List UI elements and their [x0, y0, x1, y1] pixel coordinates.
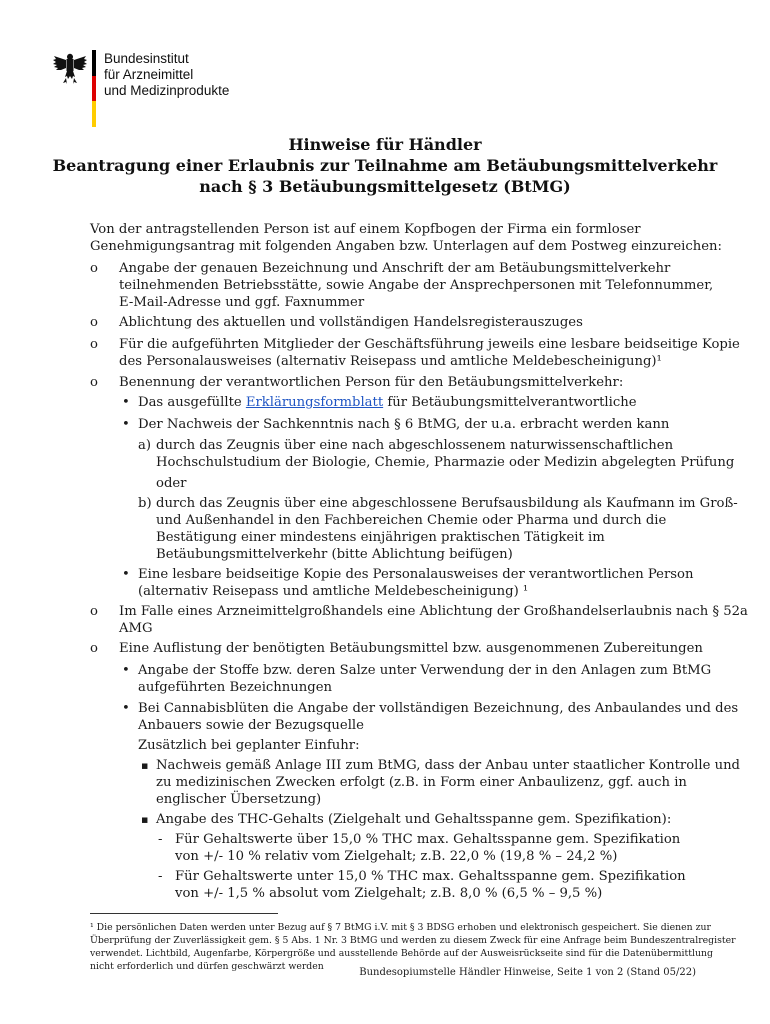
text-fragment: Das ausgefüllte	[138, 395, 246, 410]
list-item-text: Nachweis gemäß Anlage III zum BtMG, dass der Anbau unter staatlicher Kontrolle und	[156, 758, 741, 773]
list-item-text: AMG	[119, 621, 153, 636]
list-item-text: teilnehmenden Betriebsstätte, sowie Angabe der Ansprechpersonen mit Telefonnummer,	[119, 278, 714, 293]
flag-stripe-gold	[92, 101, 96, 127]
or-text: oder	[156, 476, 187, 491]
list-item-text: Eine lesbare beidseitige Kopie des Personalausweises der verantwortlichen Person	[138, 567, 694, 582]
intro-text: Genehmigungsantrag mit folgenden Angaben bzw. Unterlagen auf dem Postweg einzureichen:	[90, 239, 722, 254]
list-item-text	[138, 394, 637, 411]
list-item-text: Für Gehaltswerte unter 15,0 % THC max. Gehaltsspanne gem. Spezifikation	[175, 869, 686, 884]
list-item-text: Für die aufgeführten Mitglieder der Geschäftsführung jeweils eine lesbare beidseitige Kopie	[119, 337, 740, 352]
list-item-text: Eine Auflistung der benötigten Betäubungsmittel bzw. ausgenommenen Zubereitungen	[119, 641, 703, 656]
flag-bar	[92, 50, 96, 127]
flag-stripe-black	[92, 50, 96, 76]
list-item-text: Angabe des THC-Gehalts (Zielgehalt und Gehaltsspanne gem. Spezifikation):	[156, 812, 672, 827]
list-item-text: Angabe der Stoffe bzw. deren Salze unter Verwendung der in den Anlagen zum BtMG	[138, 663, 712, 678]
footnote-divider	[90, 913, 278, 914]
list-marker-circle: o	[90, 375, 98, 390]
list-marker-bullet: •	[122, 663, 130, 678]
federal-eagle-icon	[52, 50, 88, 86]
intro-text: Von der antragstellenden Person ist auf einem Kopfbogen der Firma ein formloser	[90, 222, 641, 237]
list-item-text: und Außenhandel in den Fachbereichen Chemie oder Pharma und durch die	[156, 513, 667, 528]
footnote-text: ¹ Die persönlichen Daten werden unter Bezug auf § 7 BtMG i.V. mit § 3 BDSG erhoben und elektronisch gespeichert. Sie dienen zur	[90, 922, 711, 933]
list-marker-circle: o	[90, 641, 98, 656]
list-marker-bullet: •	[122, 395, 130, 410]
footnote-text: nicht erforderlich und dürfen geschwärzt werden	[90, 961, 324, 972]
list-marker-circle: o	[90, 337, 98, 352]
list-item-text: (alternativ Reisepass und amtliche Meldebescheinigung) ¹	[138, 584, 529, 599]
document-subtitle: Beantragung einer Erlaubnis zur Teilnahme am Betäubungsmittelverkehr	[52, 156, 718, 175]
list-marker-circle: o	[90, 315, 98, 330]
document-title: Hinweise für Händler	[288, 135, 482, 154]
document-subtitle: nach § 3 Betäubungsmittelgesetz (BtMG)	[199, 177, 571, 196]
list-item-text: Anbauers sowie der Bezugsquelle	[138, 718, 364, 733]
list-marker-bullet: •	[122, 417, 130, 432]
list-marker-dash: -	[158, 832, 163, 847]
list-marker-square: ▪	[141, 759, 149, 772]
declaration-form-link[interactable]: Erklärungsformblatt	[245, 395, 384, 410]
list-item-text: Der Nachweis der Sachkenntnis nach § 6 BtMG, der u.a. erbracht werden kann	[138, 417, 670, 432]
list-item-text: Hochschulstudium der Biologie, Chemie, Pharmazie oder Medizin abgelegten Prüfung	[156, 455, 735, 470]
list-marker-bullet: •	[122, 701, 130, 716]
page-footer: Bundesopiumstelle Händler Hinweise, Seite 1 von 2 (Stand 05/22)	[359, 967, 696, 978]
list-marker-alpha: b)	[138, 496, 152, 511]
list-item-text: des Personalausweises (alternativ Reisepass und amtliche Meldebescheinigung)¹	[119, 354, 662, 369]
list-item-text: aufgeführten Bezeichnungen	[138, 680, 333, 695]
list-marker-square: ▪	[141, 813, 149, 826]
list-item-text: durch das Zeugnis über eine abgeschlossene Berufsausbildung als Kaufmann im Groß-	[156, 496, 738, 511]
list-item-text: englischer Übersetzung)	[156, 792, 322, 807]
list-item-text: Ablichtung des aktuellen und vollständigen Handelsregisterauszuges	[119, 315, 583, 330]
institute-name-line: und Medizinprodukte	[104, 83, 230, 98]
import-heading: Zusätzlich bei geplanter Einfuhr:	[138, 738, 360, 753]
list-marker-circle: o	[90, 261, 98, 276]
list-item-text: zu medizinischen Zwecken erfolgt (z.B. in Form einer Anbaulizenz, ggf. auch in	[156, 775, 687, 790]
list-item-text: Bestätigung einer mindestens einjährigen praktischen Tätigkeit im	[156, 530, 605, 545]
footnote-text: verwendet. Lichtbild, Augenfarbe, Körpergröße und ausstellende Behörde auf der Ausweisrückseite sind für die Datenübermittlung	[90, 948, 713, 959]
list-item-text: Angabe der genauen Bezeichnung und Anschrift der am Betäubungsmittelverkehr	[119, 261, 671, 276]
list-item-text: Für Gehaltswerte über 15,0 % THC max. Gehaltsspanne gem. Spezifikation	[175, 832, 681, 847]
list-item-text: Betäubungsmittelverkehr (bitte Ablichtung beifügen)	[156, 547, 513, 562]
text-fragment: für Betäubungsmittelverantwortliche	[383, 395, 637, 410]
list-marker-alpha: a)	[138, 438, 152, 453]
list-item-text: Bei Cannabisblüten die Angabe der vollständigen Bezeichnung, des Anbaulandes und des	[138, 701, 739, 716]
list-item-text: E-Mail-Adresse und ggf. Faxnummer	[119, 295, 365, 310]
list-item-text: von +/- 10 % relativ vom Zielgehalt; z.B. 22,0 % (19,8 % – 24,2 %)	[175, 849, 618, 864]
list-marker-bullet: •	[122, 567, 130, 582]
institute-name	[104, 51, 229, 99]
footnote-text: Überprüfung der Zuverlässigkeit gem. § 5 Abs. 1 Nr. 3 BtMG und werden zu diesem Zweck für eine Anfrage beim Bundeszentralregister	[90, 935, 736, 946]
institute-name-line: für Arzneimittel	[104, 67, 194, 82]
flag-stripe-red	[92, 76, 96, 102]
list-item-text: von +/- 1,5 % absolut vom Zielgehalt; z.B. 8,0 % (6,5 % – 9,5 %)	[175, 886, 603, 901]
list-item-text: Benennung der verantwortlichen Person für den Betäubungsmittelverkehr:	[119, 375, 624, 390]
list-marker-circle: o	[90, 604, 98, 619]
list-marker-dash: -	[158, 869, 163, 884]
institute-name-line: Bundesinstitut	[104, 51, 189, 66]
list-item-text: Im Falle eines Arzneimittelgroßhandels eine Ablichtung der Großhandelserlaubnis nach § 52a	[119, 604, 748, 619]
list-item-text: durch das Zeugnis über eine nach abgeschlossenem naturwissenschaftlichen	[156, 438, 674, 453]
